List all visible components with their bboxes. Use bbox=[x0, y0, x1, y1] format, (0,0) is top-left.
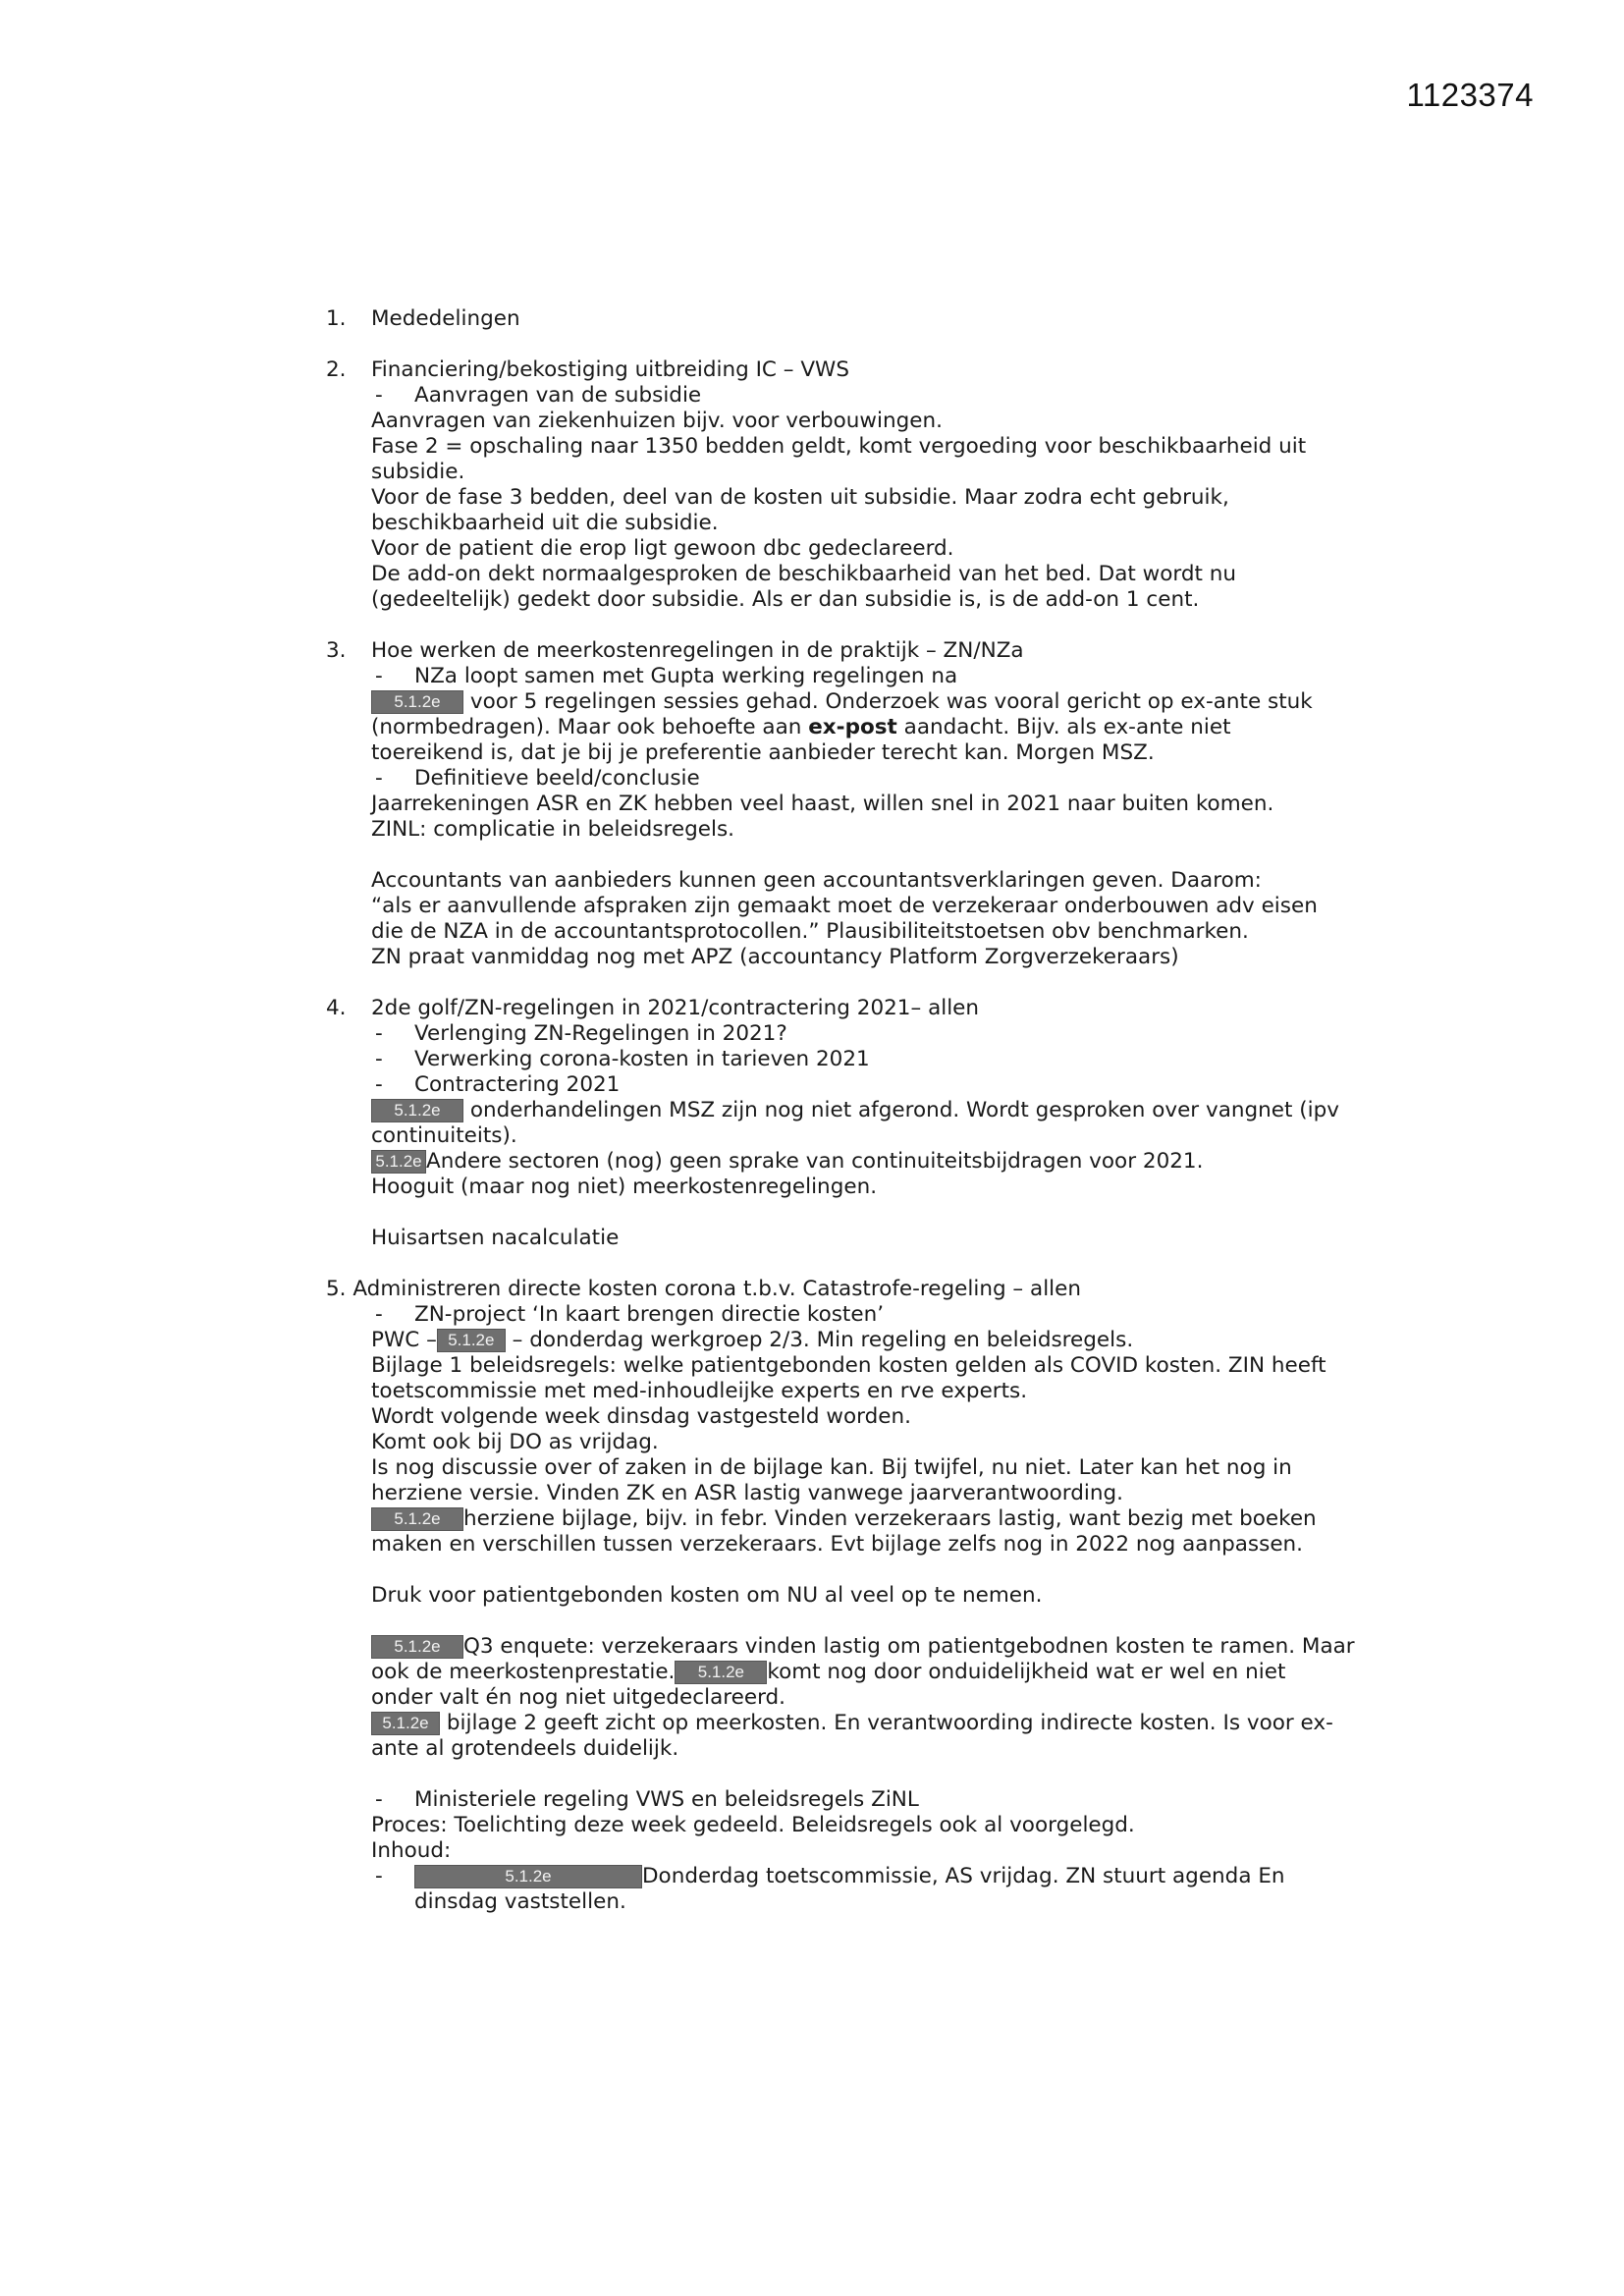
redaction-box: 5.1.2e bbox=[675, 1661, 767, 1684]
redaction-box: 5.1.2e bbox=[371, 1635, 463, 1659]
line-text: (normbedragen). Maar ook behoefte aan bbox=[371, 715, 809, 739]
section-number: 1. bbox=[326, 306, 347, 331]
section-3 bbox=[326, 638, 1386, 970]
bullet-item: - NZa loopt samen met Gupta werking regelingen na bbox=[371, 664, 1386, 689]
line-text: Q3 enquete: verzekeraars vinden lastig om patientgebodnen kosten te ramen. Maar bbox=[463, 1634, 1355, 1659]
text-line: Komt ook bij DO as vrijdag. bbox=[371, 1430, 659, 1454]
line-text: ook de meerkostenprestatie. bbox=[371, 1660, 676, 1684]
bullet-item: - Verlenging ZN-Regelingen in 2021? bbox=[371, 1021, 1386, 1047]
text-line: Proces: Toelichting deze week gedeeld. Beleidsregels ook al voorgelegd. bbox=[371, 1813, 1135, 1837]
text-line: Hooguit (maar nog niet) meerkostenregelingen. bbox=[371, 1175, 878, 1199]
text-line: ZINL: complicatie in beleidsregels. bbox=[371, 817, 734, 842]
text-line: Accountants van aanbieders kunnen geen accountantsverklaringen geven. Daarom: bbox=[371, 868, 1262, 893]
line-text: voor 5 regelingen sessies gehad. Onderzoek was vooral gericht op ex-ante stuk bbox=[469, 689, 1313, 714]
minutes-body bbox=[326, 306, 1386, 1941]
text-line: (gedeeltelijk) gedekt door subsidie. Als er dan subsidie is, is de add-on 1 cent. bbox=[371, 587, 1200, 612]
text-line: “als er aanvullende afspraken zijn gemaakt moet de verzekeraar onderbouwen adv eisen bbox=[371, 894, 1318, 918]
text-line bbox=[371, 1098, 1386, 1123]
section-title: Hoe werken de meerkostenregelingen in de praktijk – ZN/NZa bbox=[371, 638, 1024, 663]
section-4 bbox=[326, 996, 1386, 1251]
text-line bbox=[371, 1506, 1386, 1532]
text-line: De add-on dekt normaalgesproken de beschikbaarheid van het bed. Dat wordt nu bbox=[371, 562, 1237, 586]
text-line bbox=[371, 1634, 1386, 1660]
text-line: Jaarrekeningen ASR en ZK hebben veel haast, willen snel in 2021 naar buiten komen. bbox=[371, 792, 1274, 816]
text-line: continuiteits). bbox=[371, 1123, 517, 1148]
line-text: komt nog door onduidelijkheid wat er wel en niet bbox=[767, 1660, 1286, 1684]
text-line: subsidie. bbox=[371, 460, 465, 484]
text-line: Huisartsen nacalculatie bbox=[371, 1226, 620, 1250]
text-line: Bijlage 1 beleidsregels: welke patientgebonden kosten gelden als COVID kosten. ZIN heeft bbox=[371, 1353, 1326, 1378]
redaction-box: 5.1.2e bbox=[414, 1865, 642, 1888]
line-text: PWC – bbox=[371, 1328, 437, 1352]
text-line: Aanvragen van ziekenhuizen bijv. voor verbouwingen. bbox=[371, 409, 943, 433]
section-title: Mededelingen bbox=[371, 306, 520, 331]
line-text: onderhandelingen MSZ zijn nog niet afgerond. Wordt gesproken over vangnet (ipv bbox=[469, 1098, 1340, 1122]
section-title: 2de golf/ZN-regelingen in 2021/contractering 2021– allen bbox=[371, 996, 980, 1020]
line-text: – donderdag werkgroep 2/3. Min regeling en beleidsregels. bbox=[512, 1328, 1134, 1352]
text-line: toereikend is, dat je bij je preferentie aanbieder terecht kan. Morgen MSZ. bbox=[371, 740, 1155, 765]
section-lines bbox=[326, 1302, 1386, 1915]
text-line: Fase 2 = opschaling naar 1350 bedden geldt, komt vergoeding voor beschikbaarheid uit bbox=[371, 434, 1307, 459]
text-line: onder valt én nog niet uitgedeclareerd. bbox=[371, 1685, 786, 1710]
section-number: 3. bbox=[326, 638, 347, 663]
line-text: dinsdag vaststellen. bbox=[414, 1889, 626, 1914]
text-line: Voor de fase 3 bedden, deel van de kosten uit subsidie. Maar zodra echt gebruik, bbox=[371, 485, 1229, 510]
redaction-box: 5.1.2e bbox=[371, 1712, 440, 1735]
redaction-box: 5.1.2e bbox=[437, 1329, 506, 1352]
line-text: herziene bijlage, bijv. in febr. Vinden verzekeraars lastig, want bezig met boeken bbox=[463, 1506, 1317, 1531]
text-line: Voor de patient die erop ligt gewoon dbc gedeclareerd. bbox=[371, 536, 954, 561]
section-number: 4. bbox=[326, 996, 347, 1020]
text-line: beschikbaarheid uit die subsidie. bbox=[371, 511, 719, 535]
text-line: Is nog discussie over of zaken in de bijlage kan. Bij twijfel, nu niet. Later kan het nog in bbox=[371, 1455, 1292, 1480]
redaction-box: 5.1.2e bbox=[371, 690, 463, 714]
bold-text: ex-post bbox=[808, 715, 897, 739]
bullet-item: - Definitieve beeld/conclusie bbox=[371, 766, 1386, 792]
text-line bbox=[371, 1328, 1386, 1353]
text-line bbox=[371, 1660, 1386, 1685]
text-line: Inhoud: bbox=[371, 1838, 452, 1863]
section-1 bbox=[326, 306, 1386, 332]
redaction-box: 5.1.2e bbox=[371, 1150, 426, 1174]
text-line: toetscommissie met med-inhoudleijke experts en rve experts. bbox=[371, 1379, 1028, 1403]
section-title: Financiering/bekostiging uitbreiding IC – VWS bbox=[371, 357, 849, 382]
line-text: bijlage 2 geeft zicht op meerkosten. En verantwoording indirecte kosten. Is voor ex- bbox=[446, 1711, 1333, 1735]
text-line: Wordt volgende week dinsdag vastgesteld worden. bbox=[371, 1404, 911, 1429]
section-lines bbox=[326, 1021, 1386, 1251]
bullet-item: - ZN-project ‘In kaart brengen directie kosten’ bbox=[371, 1302, 1386, 1328]
document-number: 1123374 bbox=[1406, 77, 1534, 113]
text-line bbox=[371, 715, 1386, 740]
section-5 bbox=[326, 1277, 1386, 1915]
text-line: herziene versie. Vinden ZK en ASR lastig vanwege jaarverantwoording. bbox=[371, 1481, 1123, 1505]
section-number: 2. bbox=[326, 357, 347, 382]
section-lines bbox=[326, 383, 1386, 613]
redaction-box: 5.1.2e bbox=[371, 1507, 463, 1531]
text-line: Druk voor patientgebonden kosten om NU al veel op te nemen. bbox=[371, 1583, 1043, 1608]
section-lines bbox=[326, 664, 1386, 970]
bullet-item bbox=[371, 1864, 1386, 1889]
text-line bbox=[371, 1889, 1386, 1915]
text-line bbox=[371, 689, 1386, 715]
line-text: aandacht. Bijv. als ex-ante niet bbox=[896, 715, 1231, 739]
bullet-item: - Verwerking corona-kosten in tarieven 2021 bbox=[371, 1047, 1386, 1072]
text-line: maken en verschillen tussen verzekeraars. Evt bijlage zelfs nog in 2022 nog aanpassen. bbox=[371, 1532, 1304, 1557]
section-title: 5. Administreren directe kosten corona t.b.v. Catastrofe-regeling – allen bbox=[326, 1277, 1081, 1301]
text-line bbox=[371, 1711, 1386, 1736]
bullet-item: - Ministeriele regeling VWS en beleidsregels ZiNL bbox=[371, 1787, 1386, 1813]
text-line bbox=[371, 1149, 1386, 1175]
line-text: Donderdag toetscommissie, AS vrijdag. ZN stuurt agenda En bbox=[642, 1864, 1285, 1888]
redaction-box: 5.1.2e bbox=[371, 1099, 463, 1122]
text-line: die de NZA in de accountantsprotocollen.” Plausibiliteitstoetsen obv benchmarken. bbox=[371, 919, 1249, 944]
bullet-item: - Contractering 2021 bbox=[371, 1072, 1386, 1098]
line-text: Andere sectoren (nog) geen sprake van continuiteitsbijdragen voor 2021. bbox=[426, 1149, 1204, 1174]
section-2 bbox=[326, 357, 1386, 613]
text-line: ante al grotendeels duidelijk. bbox=[371, 1736, 679, 1761]
bullet-item: - Aanvragen van de subsidie bbox=[371, 383, 1386, 409]
text-line: ZN praat vanmiddag nog met APZ (accountancy Platform Zorgverzekeraars) bbox=[371, 945, 1179, 969]
